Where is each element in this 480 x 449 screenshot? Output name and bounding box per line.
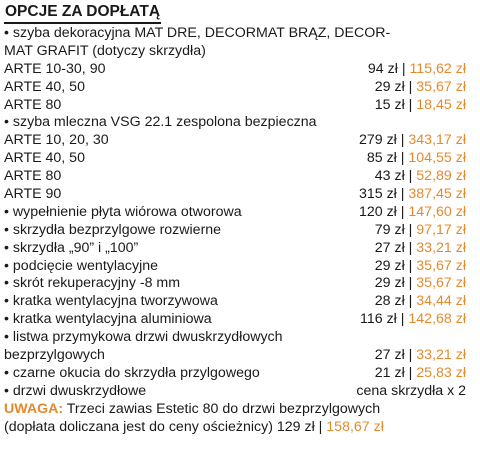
option-label: • kratka wentylacyjna tworzywowa [4, 293, 218, 310]
gross-price: 115,62 zł [409, 60, 466, 77]
price-row [4, 347, 466, 365]
option-text-line: MAT GRAFIT (dotyczy skrzydła) [4, 42, 206, 59]
price-separator: | [396, 311, 409, 328]
price-row [4, 383, 466, 401]
price-separator: | [396, 150, 409, 167]
net-price: 120 zł [358, 203, 397, 220]
option-label: ARTE 10, 20, 30 [4, 132, 109, 149]
price-separator: | [404, 96, 417, 113]
price-separator: | [396, 186, 409, 203]
price-pair [375, 79, 466, 97]
price-row [4, 365, 466, 383]
price-separator: | [404, 168, 417, 185]
price-pair [375, 347, 466, 365]
warning-label: UWAGA: [4, 400, 64, 417]
option-label: • drzwi dwuskrzydłowe [4, 382, 147, 399]
option-label: • skrzydła bezprzylgowe rozwierne [4, 221, 222, 238]
price-pair [375, 293, 466, 311]
net-price: 28 zł [374, 293, 405, 310]
warning-text-1: Trzeci zawias Estetic 80 do drzwi bezprzylgowych [63, 400, 381, 417]
price-row [4, 222, 466, 240]
net-price: 79 zł [374, 221, 405, 238]
price-note: cena skrzydła x 2 [356, 382, 466, 399]
price-pair [359, 186, 466, 204]
price-separator: | [404, 293, 417, 310]
option-label: • skrzydła „90” i „100” [4, 239, 139, 256]
price-row [4, 311, 466, 329]
price-row [4, 186, 466, 204]
price-row [4, 132, 466, 150]
price-pair [375, 168, 466, 186]
price-separator: | [396, 132, 409, 149]
price-row [4, 79, 466, 97]
gross-price: 33,21 zł [416, 347, 466, 364]
price-separator: | [404, 257, 417, 274]
price-row [4, 61, 466, 79]
gross-price: 33,21 zł [416, 239, 466, 256]
option-label: ARTE 40, 50 [4, 78, 85, 95]
price-separator: | [404, 347, 417, 364]
price-pair [368, 61, 466, 79]
price-row [4, 150, 466, 168]
option-label: ARTE 80 [4, 168, 62, 185]
price-pair [375, 258, 466, 276]
gross-price: 104,55 zł [408, 150, 466, 167]
gross-price: 35,67 zł [416, 78, 466, 95]
price-separator: | [404, 239, 417, 256]
gross-price: 34,44 zł [416, 293, 466, 310]
net-price: 85 zł [366, 150, 397, 167]
net-price: 94 zł [367, 60, 398, 77]
price-pair [375, 97, 466, 115]
net-price: 43 zł [374, 168, 405, 185]
price-separator: | [404, 364, 417, 381]
option-text-line: • szyba mleczna VSG 22.1 zespolona bezpieczna [4, 114, 317, 131]
net-price: 279 zł [358, 132, 397, 149]
option-label: • wypełnienie płyta wiórowa otworowa [4, 203, 242, 220]
options-list [4, 25, 480, 401]
net-price: 27 zł [374, 239, 405, 256]
price-separator: | [404, 221, 417, 238]
option-label: bezprzylgowych [4, 347, 105, 364]
price-pair [375, 365, 466, 383]
gross-price: 35,67 zł [416, 257, 466, 274]
warning-text-2: (dopłata doliczana jest do ceny ościeżnicy) 129 zł [4, 418, 315, 435]
price-separator: | [404, 78, 417, 95]
price-pair [359, 132, 466, 150]
price-row [4, 258, 466, 276]
net-price: 15 zł [374, 96, 405, 113]
price-pair [375, 275, 466, 293]
price-row [4, 293, 466, 311]
option-label: ARTE 40, 50 [4, 150, 85, 167]
price-pair [375, 240, 466, 258]
price-row [4, 275, 466, 293]
option-label: • skrót rekuperacyjny -8 mm [4, 275, 181, 292]
option-label: ARTE 10-30, 90 [4, 60, 106, 77]
price-row [4, 97, 466, 115]
section-title: OPCJE ZA DOPŁATĄ [4, 3, 161, 24]
net-price: 116 zł [360, 311, 397, 328]
gross-price: 35,67 zł [416, 275, 466, 292]
warning-line-2 [4, 419, 480, 437]
option-label: ARTE 90 [4, 186, 62, 203]
option-label: • kratka wentylacyjna aluminiowa [4, 311, 212, 328]
price-row [4, 204, 466, 222]
option-label: ARTE 80 [4, 96, 62, 113]
warning-line-1 [4, 401, 480, 419]
net-price: 29 zł [374, 275, 405, 292]
price-pair [367, 150, 466, 168]
gross-price: 142,68 zł [408, 311, 466, 328]
price-separator: | [397, 60, 410, 77]
price-pair [359, 204, 466, 222]
price-separator: | [396, 203, 409, 220]
option-text-line: • szyba dekoracyjna MAT DRE, DECORMAT BRĄZ, DECOR- [4, 25, 391, 41]
gross-price: 97,17 zł [416, 221, 466, 238]
option-label: • czarne okucia do skrzydła przylgowego [4, 364, 260, 381]
net-price: 21 zł [374, 364, 405, 381]
gross-price: 343,17 zł [408, 132, 466, 149]
net-price: 315 zł [358, 186, 397, 203]
price-pair [375, 222, 466, 240]
gross-price: 158,67 zł [326, 418, 384, 435]
gross-price: 387,45 zł [408, 186, 466, 203]
gross-price: 25,83 zł [416, 364, 466, 381]
gross-price: 18,45 zł [416, 96, 466, 113]
price-separator: | [404, 275, 417, 292]
price-pair [360, 311, 466, 329]
option-text-line: • listwa przymykowa drzwi dwuskrzydłowych [4, 329, 283, 346]
option-label: • podcięcie wentylacyjne [4, 257, 159, 274]
net-price: 27 zł [374, 347, 405, 364]
price-separator: | [314, 418, 327, 435]
price-row [4, 168, 466, 186]
net-price: 29 zł [374, 78, 405, 95]
price-row [4, 240, 466, 258]
gross-price: 52,89 zł [416, 168, 466, 185]
gross-price: 147,60 zł [408, 203, 466, 220]
net-price: 29 zł [374, 257, 405, 274]
